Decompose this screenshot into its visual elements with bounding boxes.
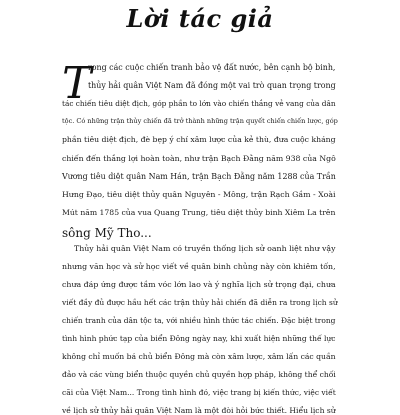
paragraph1-line-8: Hưng Đạo, tiêu diệt thủy quân Nguyên - Mông, trận Rạch Gầm - Xoài <box>62 190 336 199</box>
paragraph1-line-9: Mút năm 1785 của vua Quang Trung, tiêu diệt thủy binh Xiêm La trên <box>62 208 336 217</box>
paragraph1-line-3: tác chiến tiêu diệt địch, góp phần to lớn vào chiến thắng vẻ vang của dân <box>62 99 336 108</box>
paragraph1-line-5: phần tiêu diệt địch, đè bẹp ý chí xâm lược của kẻ thù, đưa cuộc kháng <box>62 135 336 144</box>
paragraph1-line-4: tộc. Có những trận thủy chiến đã trở thành những trận quyết chiến chiến lược, góp <box>62 117 338 125</box>
paragraph2-line-9: cãi của Việt Nam... Trong tình hình đó, việc trang bị kiến thức, việc viết <box>62 388 336 397</box>
paragraph2-line-6: tình hình phức tạp của biển Đông ngày nay, khi xuất hiện những thế lực <box>62 334 336 343</box>
paragraph2-line-4: viết đầy đủ được hầu hết các trận thủy hải chiến đã diễn ra trong lịch sử <box>62 298 338 307</box>
paragraph2-line-8: đảo và các vùng biển thuộc quyền chủ quyền hợp pháp, không thể chối <box>62 370 336 379</box>
paragraph1-line-6: chiến đến thắng lợi hoàn toàn, như trận Bạch Đằng năm 938 của Ngô <box>62 154 336 163</box>
paragraph2-line-5: chiến tranh của dân tộc ta, với nhiều hình thức tác chiến. Đặc biệt trong <box>62 316 336 325</box>
paragraph1-line-1: rong các cuộc chiến tranh bảo vệ đất nước, bên cạnh bộ binh, <box>88 63 336 72</box>
paragraph2-line-7: không chỉ muốn bá chủ biển Đông mà còn xâm lược, xâm lấn các quần <box>62 352 336 361</box>
paragraph1-line-7: Vương tiêu diệt quân Nam Hán, trận Bạch Đằng năm 1288 của Trần <box>62 172 336 181</box>
paragraph1-line-2: thủy hải quân Việt Nam đã đóng một vai trò quan trọng trong <box>88 81 336 90</box>
drop-cap: T <box>62 58 92 109</box>
paragraph2-line-10: về lịch sử thủy hải quân Việt Nam là một đòi hỏi bức thiết. Hiểu lịch sử <box>62 406 336 415</box>
paragraph2-line-1: Thủy hải quân Việt Nam có truyền thống lịch sử oanh liệt như vậy <box>74 244 336 253</box>
paragraph1-line-10: sông Mỹ Tho... <box>62 226 152 240</box>
paragraph2-line-3: chưa đáp ứng được tầm vóc lớn lao và ý nghĩa lịch sử trọng đại, chưa <box>62 280 336 289</box>
page-title: Lời tác giả <box>126 4 274 33</box>
paragraph2-line-2: nhưng văn học và sử học viết về quân binh chủng này còn khiêm tốn, <box>62 262 336 271</box>
